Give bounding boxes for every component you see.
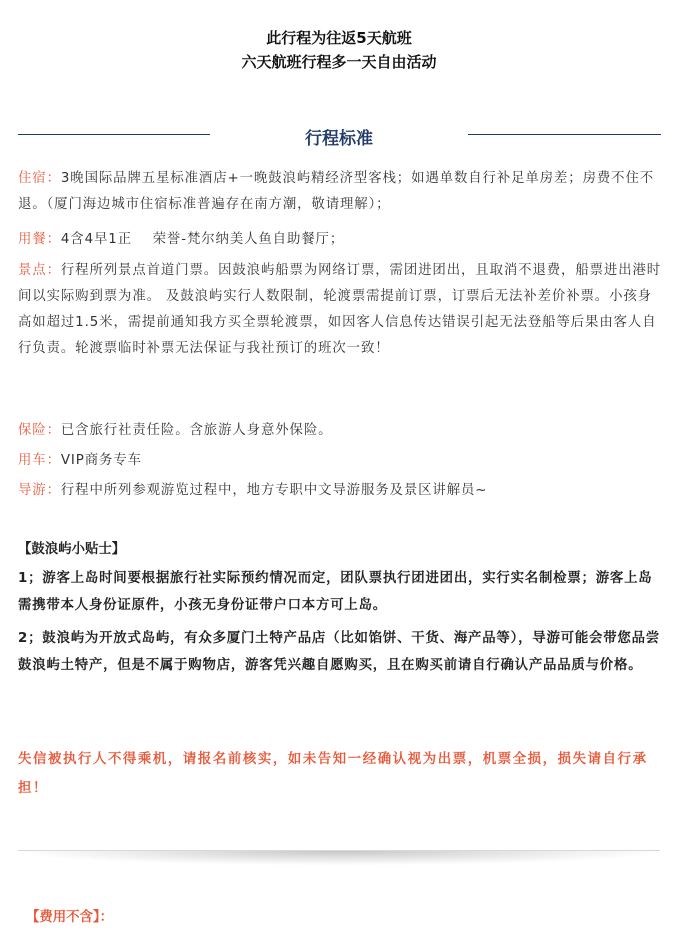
meals-item [18, 227, 663, 253]
guide-item [18, 478, 663, 504]
meals-label: 用餐： [18, 232, 61, 247]
insurance-item [18, 418, 663, 444]
section-title: 行程标准 [305, 129, 373, 149]
sights-item [18, 258, 663, 362]
itinerary-header [0, 26, 678, 74]
header-line-2: 六天航班行程多一天自由活动 [241, 53, 437, 71]
sights-label: 景点： [18, 263, 61, 278]
section-divider [18, 850, 660, 865]
hotel-label: 住宿： [18, 171, 61, 186]
tip-2: 2；鼓浪屿为开放式岛屿，有众多厦门土特产品店（比如馅饼、干货、海产品等），导游可能会带您品尝鼓浪屿土特产，但是不属于购物店，游客凭兴趣自愿购买，且在购买前请自行确认产品品质与价格。 [18, 631, 660, 673]
meals-text: 4含4早1正 荣誉-梵尔纳美人鱼自助餐厅； [60, 232, 345, 247]
car-item [18, 448, 663, 474]
warning-text: 失信被执行人不得乘机，请报名前核实，如未告知一经确认视为出票，机票全损，损失请自行承担！ [18, 752, 648, 796]
fee-excluded-title: 【费用不含】： [26, 910, 114, 925]
insurance-label: 保险： [18, 423, 61, 438]
car-text: VIP商务专车 [60, 453, 142, 468]
header-line-1: 此行程为往返5天航班 [266, 29, 412, 47]
tips-title: 【鼓浪屿小贴士】 [18, 542, 126, 557]
hotel-text: 3晚国际品牌五星标准酒店+一晚鼓浪屿精经济型客栈；如遇单数自行补足单房差；房费不住不退。（厦门海边城市住宿标准普遍存在南方潮，敬请理解）； [18, 171, 655, 212]
guide-text: 行程中所列参观游览过程中，地方专职中文导游服务及景区讲解员~ [60, 483, 488, 498]
heading-line-left [18, 134, 210, 135]
section-heading [18, 124, 661, 154]
guide-label: 导游： [18, 483, 61, 498]
tip-1: 1；游客上岛时间要根据旅行社实际预约情况而定，团队票执行团进团出，实行实名制检票；游客上岛需携带本人身份证原件，小孩无身份证带户口本方可上岛。 [18, 571, 653, 613]
heading-line-right [468, 134, 661, 135]
hotel-item [18, 166, 663, 218]
sights-text: 行程所列景点首道门票。因鼓浪屿船票为网络订票，需团进团出，且取消不退费，船票进出港时间以实际购到票为准。 及鼓浪屿实行人数限制，轮渡票需提前订票，订票后无法补差价补票。小孩身高如超过1.5米，需提前通知我方买全票轮渡票，如因客人信息传达错误引起无法登船等后果由客人自行负责。轮渡票临时补票无法保证与我社预订的班次一致！ [18, 263, 662, 356]
insurance-text: 已含旅行社责任险。含旅游人身意外保险。 [60, 423, 333, 438]
car-label: 用车： [18, 453, 61, 468]
